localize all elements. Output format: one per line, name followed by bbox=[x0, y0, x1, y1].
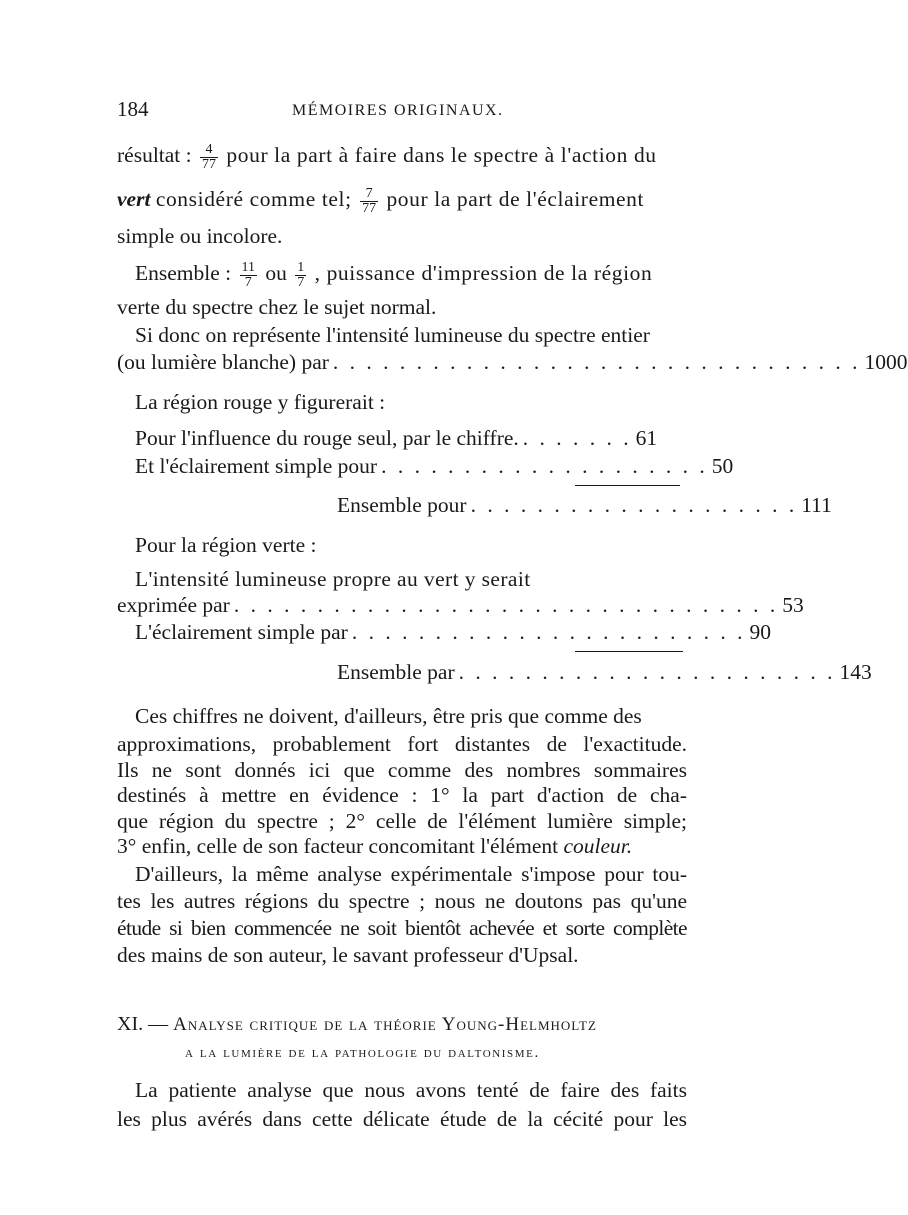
para4-line1: La patiente analyse que nous avons tenté de faire des faits bbox=[135, 1078, 687, 1102]
sum-rule-rouge bbox=[575, 485, 680, 486]
rouge-heading: La région rouge y figurerait : bbox=[135, 390, 386, 414]
rouge-row2 bbox=[135, 453, 734, 479]
leader-dots: . . . . . . . . . . . . . . . . . . . . . . . . . . . . . . . . . bbox=[233, 593, 779, 617]
para2-l6-a: 3° enfin, celle de son facteur concomitant l'élément bbox=[117, 834, 559, 858]
rouge-row1-value: 61 bbox=[635, 426, 658, 450]
para1-l1-a: résultat : bbox=[117, 143, 192, 167]
leader-dots: . . . . . . . . . . . . . . . . . . . . . . . . bbox=[351, 620, 746, 644]
fraction-denominator: 77 bbox=[202, 156, 217, 172]
intro-line1: Si donc on représente l'intensité lumineuse du spectre entier bbox=[135, 323, 650, 347]
verte-row1-line1: L'intensité lumineuse propre au vert y serait bbox=[135, 567, 531, 591]
verte-row1-value: 53 bbox=[782, 593, 804, 617]
intro-row bbox=[117, 349, 908, 375]
para1-l2-b: considéré comme tel; bbox=[155, 187, 352, 211]
verte-row2 bbox=[135, 619, 771, 645]
leader-dots: . . . . . . . . . . . . . . . . . . . . . . . bbox=[458, 660, 836, 684]
verte-total-value: 143 bbox=[839, 660, 872, 684]
fraction-denominator: 77 bbox=[362, 200, 377, 216]
leader-dots: . . . . . . . . . . . . . . . . . . . . bbox=[381, 454, 708, 478]
ensemble-cont: verte du spectre chez le sujet normal. bbox=[117, 295, 437, 319]
fraction-denominator: 7 bbox=[297, 274, 305, 290]
para2-l6-couleur: couleur. bbox=[563, 834, 633, 858]
rouge-row1-label: Pour l'influence du rouge seul, par le chiffre. bbox=[135, 426, 519, 450]
para1-line3: simple ou incolore. bbox=[117, 224, 283, 248]
para1-l2-vert: vert bbox=[117, 187, 151, 211]
section-heading-line1 bbox=[117, 1011, 597, 1038]
para3-line2: tes les autres régions du spectre ; nous ne doutons pas qu'une bbox=[117, 889, 687, 913]
rouge-total bbox=[337, 492, 832, 518]
para3-line1: D'ailleurs, la même analyse expérimentale s'impose pour tou- bbox=[135, 862, 687, 886]
para1-l1-b: pour la part à faire dans le spectre à l'action du bbox=[226, 143, 657, 167]
intro-value: 1000 bbox=[864, 350, 908, 374]
para2-line6 bbox=[117, 833, 632, 859]
verte-row1 bbox=[117, 592, 804, 618]
verte-total-label: Ensemble par bbox=[337, 660, 455, 684]
fraction-1-7 bbox=[295, 261, 306, 290]
fraction-7-77 bbox=[360, 187, 378, 216]
para1-l2-c: pour la part de l'éclairement bbox=[386, 187, 645, 211]
section-heading-line2: a la lumière de la pathologie du daltonisme. bbox=[185, 1045, 540, 1061]
para2-line4: destinés à mettre en évidence : 1° la part d'action de cha- bbox=[117, 783, 687, 807]
para2-line1: Ces chiffres ne doivent, d'ailleurs, être pris que comme des bbox=[135, 704, 642, 728]
section-title: Analyse critique de la théorie Young-Helmholtz bbox=[173, 1014, 597, 1035]
rouge-row2-value: 50 bbox=[711, 454, 734, 478]
ensemble-ou: ou bbox=[265, 261, 287, 285]
page-number: 184 bbox=[117, 97, 149, 121]
para2-line3: Ils ne sont donnés ici que comme des nombres sommaires bbox=[117, 758, 687, 782]
para3-line3: étude si bien commencée ne soit bientôt achevée et sorte complète bbox=[117, 916, 687, 940]
rouge-total-label: Ensemble pour bbox=[337, 493, 467, 517]
verte-row2-label: L'éclairement simple par bbox=[135, 620, 348, 644]
fraction-numerator: 11 bbox=[241, 259, 255, 275]
leader-dots: . . . . . . . . . . . . . . . . . . . . . . . . . . . . . . . . bbox=[332, 350, 861, 374]
verte-row2-value: 90 bbox=[749, 620, 771, 644]
para4-line2: les plus avérés dans cette délicate étude de la cécité pour les bbox=[117, 1107, 687, 1131]
leader-dots: . . . . . . . bbox=[522, 426, 632, 450]
para2-line5: que région du spectre ; 2° celle de l'élément lumière simple; bbox=[117, 809, 687, 833]
fraction-numerator: 7 bbox=[360, 187, 378, 202]
rouge-total-value: 111 bbox=[801, 493, 832, 517]
para2-line2: approximations, probablement fort distantes de l'exactitude. bbox=[117, 732, 687, 756]
sum-rule-verte bbox=[575, 651, 683, 652]
leader-dots: . . . . . . . . . . . . . . . . . . . . bbox=[470, 493, 798, 517]
para3-line4: des mains de son auteur, le savant professeur d'Upsal. bbox=[117, 943, 579, 967]
fraction-numerator: 4 bbox=[200, 143, 218, 158]
rouge-row2-label: Et l'éclairement simple pour bbox=[135, 454, 378, 478]
fraction-4-77 bbox=[200, 143, 218, 172]
ensemble-label: Ensemble : bbox=[135, 261, 232, 285]
verte-heading: Pour la région verte : bbox=[135, 533, 317, 557]
intro-label: (ou lumière blanche) par bbox=[117, 350, 329, 374]
section-number: XI. — bbox=[117, 1013, 169, 1035]
fraction-11-7 bbox=[240, 261, 257, 290]
fraction-numerator: 1 bbox=[297, 259, 305, 275]
running-title: MÉMOIRES ORIGINAUX. bbox=[292, 102, 504, 119]
verte-total bbox=[337, 659, 872, 685]
para1-line1 bbox=[117, 142, 677, 172]
para1-line2 bbox=[117, 186, 677, 216]
verte-row1-label: exprimée par bbox=[117, 593, 230, 617]
ensemble-line bbox=[135, 260, 652, 290]
ensemble-rest: , puissance d'impression de la région bbox=[314, 261, 653, 285]
fraction-denominator: 7 bbox=[244, 274, 252, 290]
rouge-row1 bbox=[135, 425, 658, 451]
